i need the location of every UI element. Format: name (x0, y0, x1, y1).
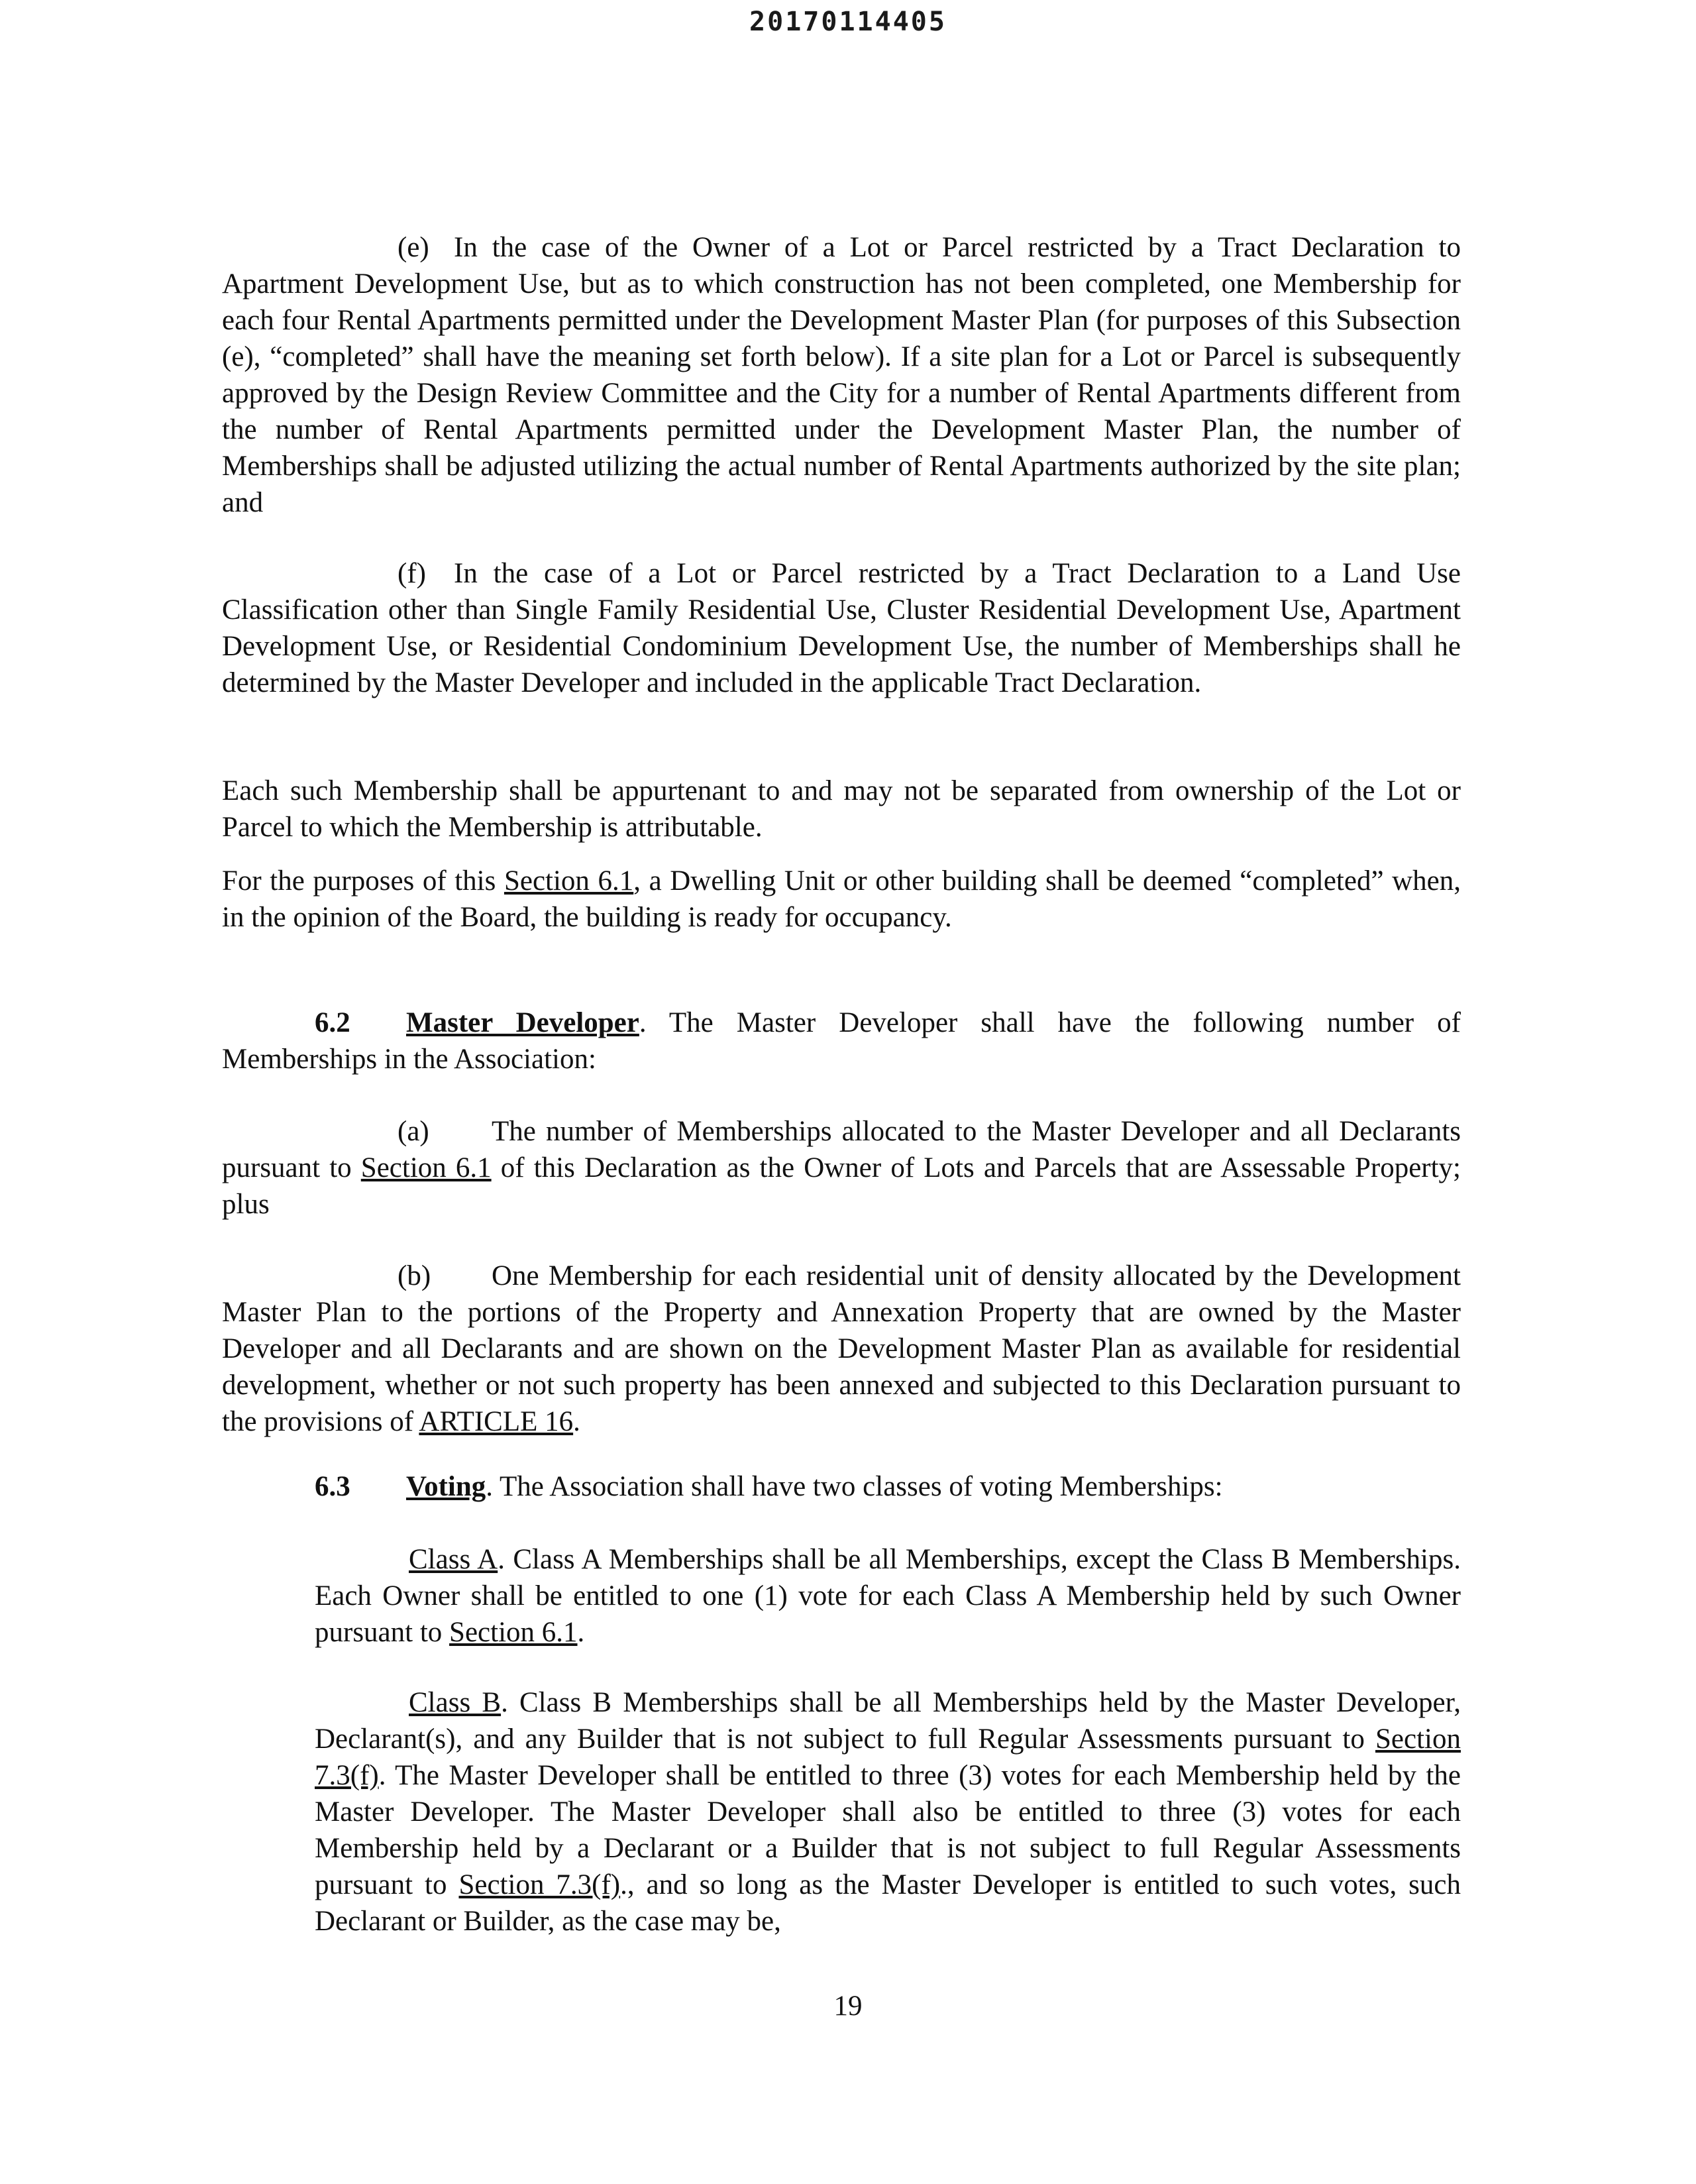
paragraph-completed-text-1: For the purposes of this (222, 865, 504, 897)
class-b-text-3: ., and so long as the Master Developer is entitled to such votes, such Declarant or Builder, as the case may be, (315, 1869, 1461, 1937)
document-number: 20170114405 (749, 7, 947, 37)
section-6-2-item-b (222, 1258, 1461, 1440)
item-b-link[interactable]: ARTICLE 16 (419, 1406, 574, 1437)
section-6-3-text: . The Association shall have two classes of voting Memberships: (486, 1471, 1223, 1502)
class-a-link[interactable]: Section 6.1 (449, 1617, 578, 1648)
section-6-2-item-a (222, 1113, 1461, 1223)
paragraph-f (222, 555, 1461, 701)
paragraph-appurtenant: Each such Membership shall be appurtenant to and may not be separated from ownership of the Lot or Parcel to which the Membership is attributable. (222, 775, 1461, 843)
class-b-link-2[interactable]: Section 7.3(f) (458, 1869, 621, 1900)
item-b-text-2: . (573, 1406, 580, 1437)
section-6-3-title: Voting (406, 1471, 486, 1502)
class-a-text-1: . Class A Memberships shall be all Memberships, except the Class B Memberships. Each Owner shall be entitled to one (1) vote for each Class A Membership held by such Owner pursuant to (315, 1544, 1461, 1648)
paragraph-f-text: In the case of a Lot or Parcel restricted by a Tract Declaration to a Land Use Classification other than Single Family Residential Use, Cluster Residential Development Use, Apartment Development Use, or Residential Condominium Development Use, the number of Memberships shall he determined by the Master Developer and included in the applicable Tract Declaration. (222, 558, 1461, 698)
section-6-2-heading (222, 1005, 1461, 1077)
paragraph-completed-text-2: , a Dwelling Unit or other building shall be deemed “completed” when, in the opinion of the Board, the building is ready for occupancy. (222, 865, 1461, 933)
item-a-label: (a) (398, 1116, 429, 1147)
item-b-text-1: One Membership for each residential unit of density allocated by the Development Master Plan to the portions of the Property and Annexation Property that are owned by the Master Developer and all Declarants and are shown on the Development Master Plan as available for residential development, whether or not such property has been annexed and subjected to this Declaration pursuant to the provisions of (222, 1260, 1461, 1437)
paragraph-e-text: In the case of the Owner of a Lot or Parcel restricted by a Tract Declaration to Apartment Development Use, but as to which construction has not been completed, one Membership for each four Rental Apartments permitted under the Development Master Plan (for purposes of this Subsection (e), “completed” shall have the meaning set forth below). If a site plan for a Lot or Parcel is subsequently approved by the Design Review Committee and the City for a number of Rental Apartments different from the number of Rental Apartments permitted under the Development Master Plan, the number of Memberships shall be adjusted utilizing the actual number of Rental Apartments authorized by the site plan; and (222, 232, 1461, 518)
item-b-label: (b) (398, 1260, 431, 1291)
paragraph-e (222, 229, 1461, 521)
class-b-text-2: . The Master Developer shall be entitled to three (3) votes for each Membership held by the Master Developer. The Master Developer shall also be entitled to three (3) votes for each Membership held by a Declarant or a Builder that is not subject to full Regular Assessments pursuant to (315, 1760, 1461, 1900)
paragraph-completed (222, 863, 1461, 936)
class-b-link-1[interactable]: Section 7.3(f) (315, 1723, 1461, 1791)
class-a-paragraph (315, 1541, 1461, 1651)
class-a-text-2: . (577, 1617, 585, 1648)
class-b-paragraph (315, 1684, 1461, 1939)
section-6-2-title: Master Developer (406, 1007, 639, 1038)
item-a-link[interactable]: Section 6.1 (360, 1152, 492, 1183)
class-b-text-1: . Class B Memberships shall be all Memberships held by the Master Developer, Declarant(s), and any Builder that is not subject to full Regular Assessments pursuant to (315, 1687, 1461, 1755)
paragraph-e-label: (e) (398, 232, 429, 263)
page-number: 19 (833, 1991, 863, 2022)
item-a-text-2: of this Declaration as the Owner of Lots and Parcels that are Assessable Property; plus (222, 1152, 1461, 1220)
class-b-label: Class B (409, 1687, 502, 1718)
class-a-label: Class A (409, 1544, 498, 1575)
item-a-text-1: The number of Memberships allocated to the Master Developer and all Declarants pursuant to (222, 1116, 1461, 1183)
paragraph-f-label: (f) (398, 558, 426, 589)
section-6-1-link[interactable]: Section 6.1 (504, 865, 634, 897)
section-6-3-heading (222, 1468, 1461, 1505)
section-6-2-number: 6.2 (315, 1007, 350, 1038)
section-6-2-text: . The Master Developer shall have the following number of Memberships in the Association: (222, 1007, 1461, 1075)
section-6-3-number: 6.3 (315, 1471, 350, 1502)
